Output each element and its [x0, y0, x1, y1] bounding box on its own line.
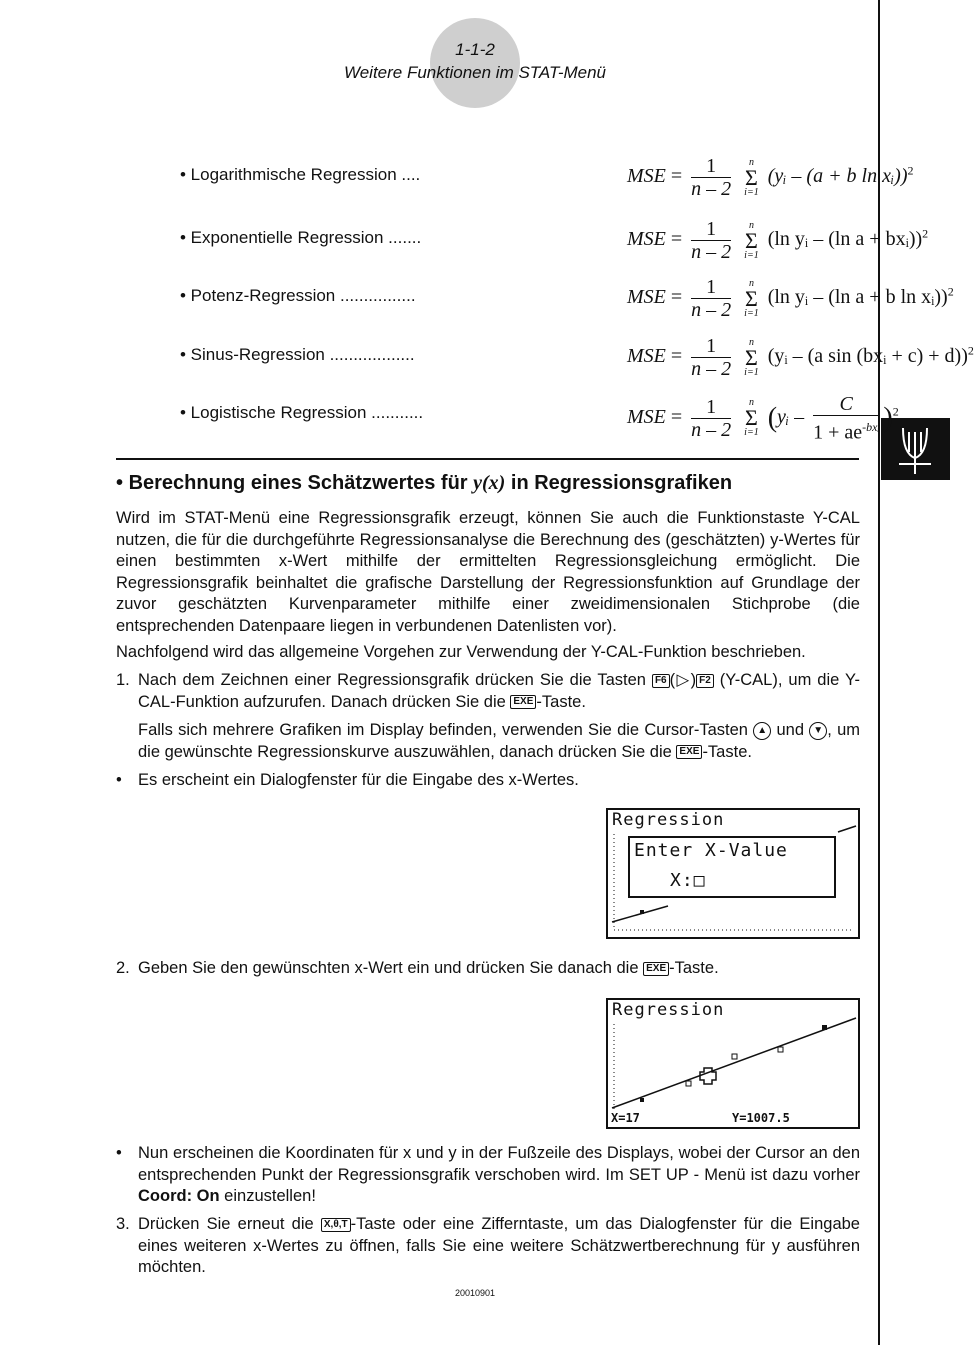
exe-key: EXE	[510, 695, 536, 709]
intro-paragraph: Wird im STAT-Menü eine Regressionsgrafik erzeugt, können Sie auch die Funktionstaste Y-CAL nutzen, die für die durchgeführte Regressionsanalyse die Berechnung des (geschätzten) y-Wertes für einen bestimmten x-Wert mithilfe der ermittelten Regressionsgleichung ermöglicht. Die Regressionsgrafik beinhaltet die grafische Darstellung der Regressionsfunktion auf Grundlage der zuvor geschätzten Kurvenparameter mithilfe einer zweidimensionalen Stichprobe (die entsprechenden Datenpaare liegen in verbundenen Datenlisten vor).	[116, 509, 860, 635]
step-1-text: Nach dem Zeichnen einer Regressionsgrafik drücken Sie die Tasten F6 (▷) F2 (Y-CAL), um die Y-CAL-Funktion aufzurufen. Danach drücken Sie die EXE -Taste.	[138, 671, 860, 711]
calculator-screen-input	[606, 808, 860, 939]
y-coordinate: Y=1007.5	[732, 1111, 790, 1125]
right-margin-rule	[878, 0, 880, 1345]
page-number: 1-1-2	[455, 40, 495, 59]
bullet-text: Es erscheint ein Dialogfenster für die Eingabe des x-Wertes.	[138, 771, 579, 789]
formula-label: • Exponentielle Regression .......	[180, 228, 422, 247]
overview-paragraph: Nachfolgend wird das allgemeine Vorgehen zur Verwendung der Y-CAL-Funktion beschrieben.	[116, 643, 806, 661]
x-coordinate: X=17	[611, 1111, 640, 1125]
step-3-text: Drücken Sie erneut die X,θ,T -Taste oder eine Zifferntaste, um das Dialogfenster für die Eingabe eines weiteren x-Wertes zu öffnen, falls Sie eine weitere Schätzwertberechnung für y ausführen möchten.	[138, 1215, 860, 1276]
step-1-note: Falls sich mehrere Grafiken im Display befinden, verwenden Sie die Cursor-Tasten ▲ und ▼ , um die gewünschte Regressionskurve auszuwählen, danach drücken Sie die EXE -Taste.	[138, 721, 860, 761]
x-value-dialog[interactable]	[628, 836, 836, 898]
formula-label: • Logistische Regression ...........	[180, 403, 424, 422]
step-2-text: Geben Sie den gewünschten x-Wert ein und drücken Sie danach die EXE -Taste.	[138, 959, 719, 977]
step-number: 2.	[116, 959, 130, 977]
screen-title: Regression	[612, 810, 725, 830]
f6-key: F6	[652, 674, 670, 688]
formula-label: • Sinus-Regression ..................	[180, 345, 415, 364]
section-divider	[116, 458, 859, 460]
mse-formula: MSE = $\frac{1}{n - 2}$ n Σ i=1 (yᵢ – (a + b ln xᵢ))$^2$	[627, 155, 914, 200]
regression-graph	[608, 1000, 858, 1127]
calculator-screen-result	[606, 998, 860, 1129]
bullet: •	[116, 771, 122, 789]
dialog-prompt: Enter X-Value	[634, 840, 788, 861]
cursor-down-key: ▼	[809, 722, 827, 740]
exe-key: EXE	[676, 745, 702, 759]
page-title: Weitere Funktionen im STAT-Menü	[343, 63, 607, 82]
screen-title: Regression	[612, 1000, 725, 1020]
formula-label: • Logarithmische Regression ....	[180, 165, 421, 184]
step-number: 3.	[116, 1215, 130, 1233]
exe-key: EXE	[643, 962, 669, 976]
step-number: 1.	[116, 671, 130, 689]
cursor-up-key: ▲	[753, 722, 771, 740]
x-input-field[interactable]: X:□	[670, 870, 706, 891]
bullet: •	[116, 1144, 122, 1162]
coordinates-note: Nun erscheinen die Koordinaten für x und y in der Fußzeile des Displays, wobei der Cursor an den entsprechenden Punkt der Regressionsgrafik verschoben wird. Im SET UP - Menü ist dazu vorher Coord: On einzustellen!	[138, 1144, 860, 1205]
mse-formula: MSE = $\frac{1}{n - 2}$ n Σ i=1 (ln yᵢ – (ln a + b ln xᵢ))$^2$	[627, 276, 954, 321]
mse-formula: MSE = $\frac{1}{n - 2}$ n Σ i=1 (yᵢ – (a sin (bxᵢ + c) + d))$^2$	[627, 335, 974, 380]
f2-key: F2	[696, 674, 714, 688]
mse-formula: MSE = $\frac{1}{n - 2}$ n Σ i=1 (ln yᵢ – (ln a + bxᵢ))$^2$	[627, 218, 929, 263]
x-theta-t-key: X,θ,T	[321, 1218, 351, 1232]
footer-code: 20010901	[454, 1288, 496, 1298]
formula-label: • Potenz-Regression ................	[180, 286, 416, 305]
mse-formula: MSE = $\frac{1}{n - 2}$ n Σ i=1 (yᵢ – $\frac{C}{1 + ae^{-bxᵢ}}$ )$^2$	[627, 393, 899, 444]
section-heading: • Berechnung eines Schätzwertes für y(x) in Regressionsgrafiken	[116, 472, 733, 494]
